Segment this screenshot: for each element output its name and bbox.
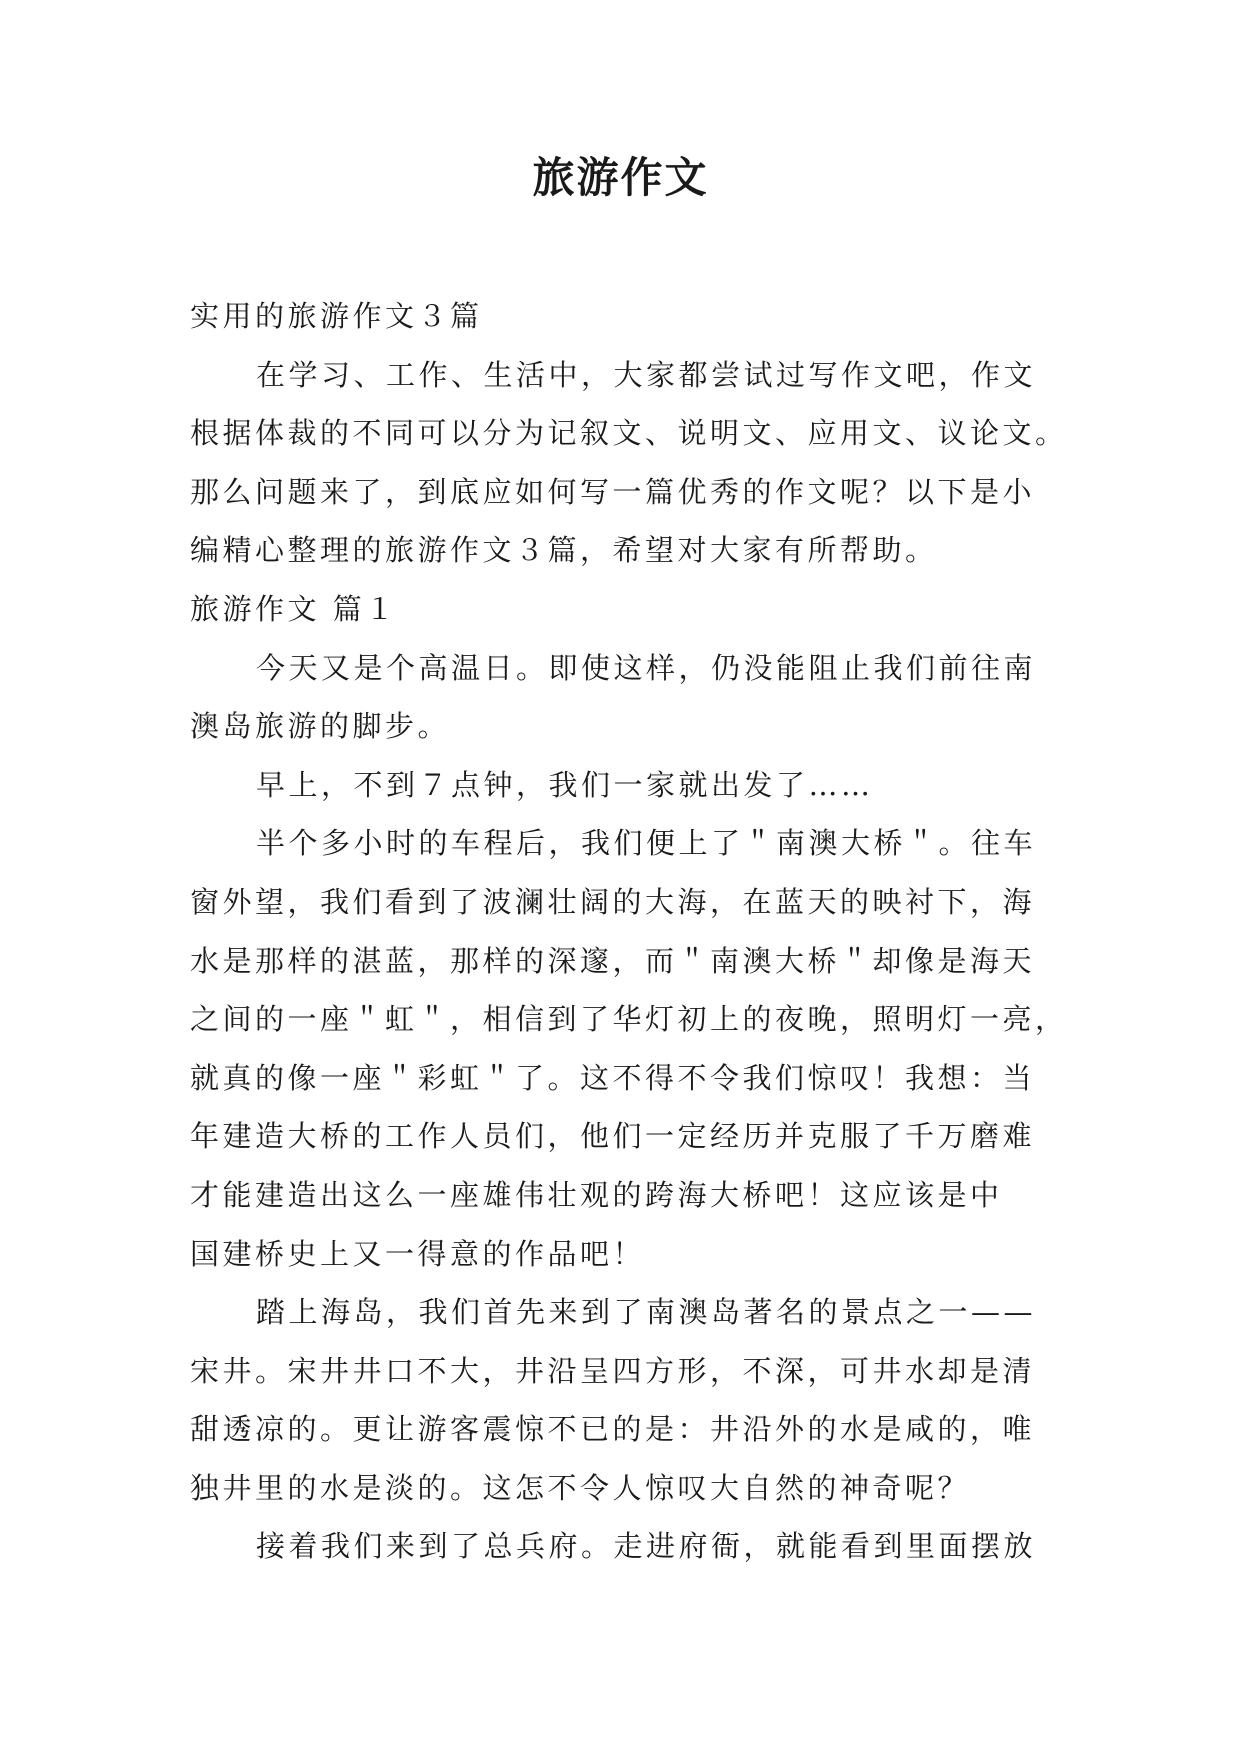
text-line: 编精心整理的旅游作文３篇，希望对大家有所帮助。 [190,533,938,568]
text-line: 国建桥史上又一得意的作品吧！ [190,1236,646,1271]
text-line: 旅游作文 篇１ [190,591,398,626]
text-line: 实用的旅游作文３篇 [190,299,483,333]
text-line: 水是那样的湛蓝，那样的深邃，而＂南澳大桥＂却像是海天 [190,943,1036,978]
text-line: 今天又是个高温日。即使这样，仍没能阻止我们前往南 [256,650,1037,685]
text-line: 接着我们来到了总兵府。走进府衙，就能看到里面摆放 [256,1529,1037,1564]
text-line: 甜透凉的。更让游客震惊不已的是：井沿外的水是咸的，唯 [190,1412,1036,1447]
text-line: 根据体裁的不同可以分为记叙文、说明文、应用文、议论文。 [190,416,1068,451]
document-title: 旅游作文 [532,153,709,202]
document-body [190,287,1068,1576]
text-line: 窗外望，我们看到了波澜壮阔的大海，在蓝天的映衬下，海 [190,884,1036,919]
text-line: 独井里的水是淡的。这怎不令人惊叹大自然的神奇呢？ [190,1470,971,1505]
text-line: 在学习、工作、生活中，大家都尝试过写作文吧，作文 [256,357,1037,392]
text-line: 澳岛旅游的脚步。 [190,709,451,744]
text-line: 那么问题来了，到底应如何写一篇优秀的作文呢？以下是小 [190,474,1036,509]
text-line: 才能建造出这么一座雄伟壮观的跨海大桥吧！这应该是中 [190,1177,1003,1212]
text-line: 早上，不到７点钟，我们一家就出发了…… [256,767,874,802]
text-line: 踏上海岛，我们首先来到了南澳岛著名的景点之一—— [256,1295,1037,1330]
text-line: 之间的一座＂虹＂，相信到了华灯初上的夜晚，照明灯一亮， [190,1002,1068,1037]
text-line: 半个多小时的车程后，我们便上了＂南澳大桥＂。往车 [256,826,1037,861]
text-line: 年建造大桥的工作人员们，他们一定经历并克服了千万磨难 [190,1119,1036,1154]
text-line: 就真的像一座＂彩虹＂了。这不得不令我们惊叹！我想：当 [190,1060,1036,1095]
text-line: 宋井。宋井井口不大，井沿呈四方形，不深，可井水却是清 [190,1353,1036,1388]
